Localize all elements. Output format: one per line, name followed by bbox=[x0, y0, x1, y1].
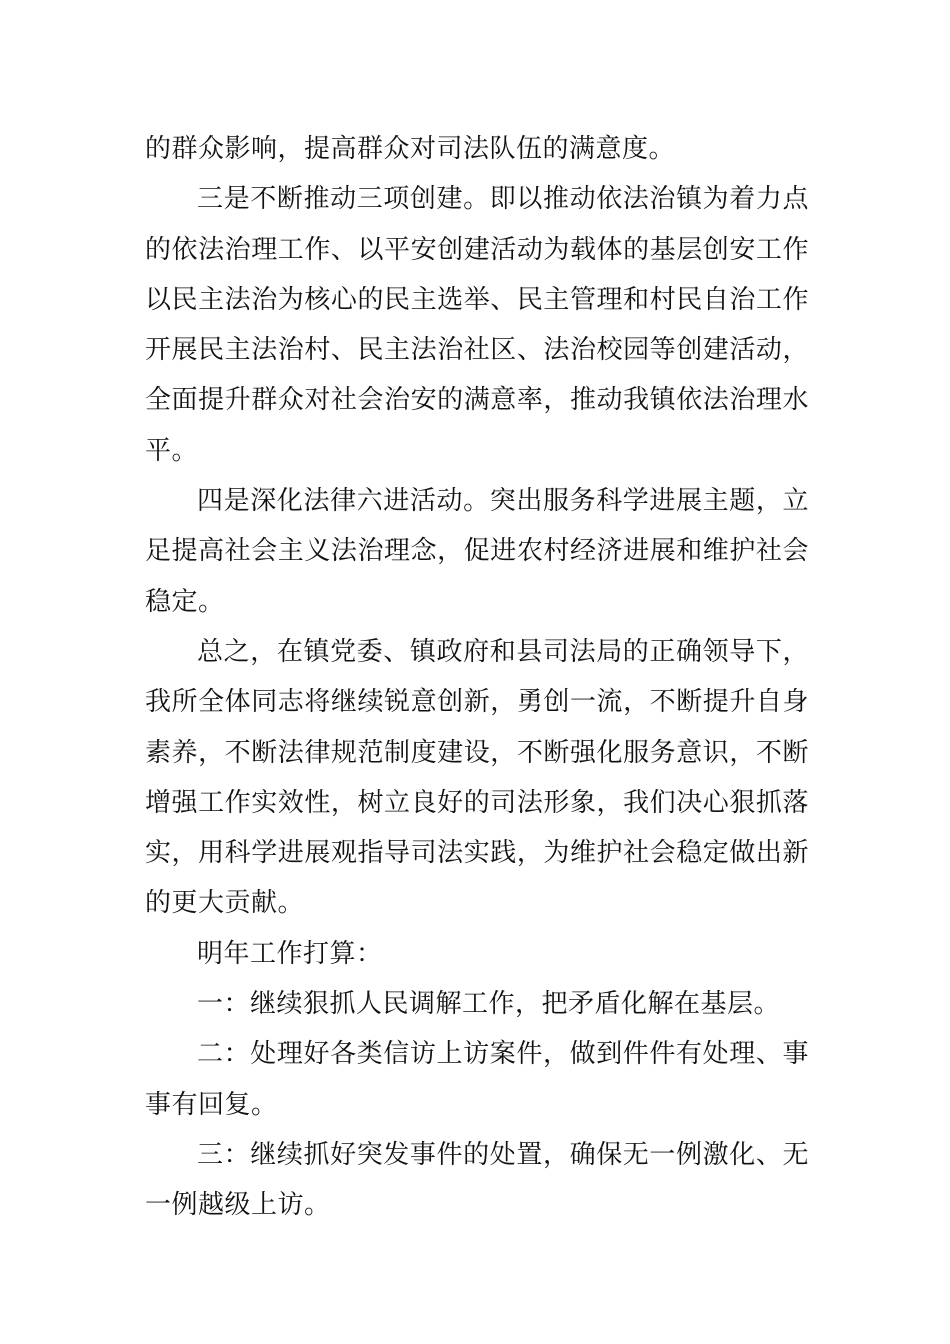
plan-item-one: 一：继续狠抓人民调解工作，把矛盾化解在基层。 bbox=[197, 989, 781, 1020]
paragraph-continuation: 的群众影响，提高群众对司法队伍的满意度。 bbox=[145, 134, 676, 164]
paragraph-three-creations: 三是不断推动三项创建。即以推动依法治镇为着力点的依法治理工作、以平安创建活动为载体的基层创安工作以民主法治为核心的民主选举、民主管理和村民自治工作开展民主法治村、民主法治社区、法治校园等创建活动，全面提升群众对社会治安的满意率，推动我镇依法治理水平。 bbox=[145, 184, 809, 466]
paragraph-law-six-entries: 四是深化法律六进活动。突出服务科学进展主题，立足提高社会主义法治理念，促进农村经济进展和维护社会稳定。 bbox=[145, 486, 809, 617]
paragraph-summary: 总之，在镇党委、镇政府和县司法局的正确领导下，我所全体同志将继续锐意创新，勇创一流，不断提升自身素养，不断法律规范制度建设，不断强化服务意识，不断增强工作实效性，树立良好的司法形象，我们决心狠抓落实，用科学进展观指导司法实践，为维护社会稳定做出新的更大贡献。 bbox=[145, 636, 809, 919]
plan-item-three: 三：继续抓好突发事件的处置，确保无一例激化、无一例越级上访。 bbox=[145, 1139, 809, 1221]
plan-item-two: 二：处理好各类信访上访案件，做到件件有处理、事事有回复。 bbox=[145, 1039, 809, 1120]
heading-next-year-plan: 明年工作打算： bbox=[197, 938, 383, 969]
document-body bbox=[145, 124, 809, 1231]
